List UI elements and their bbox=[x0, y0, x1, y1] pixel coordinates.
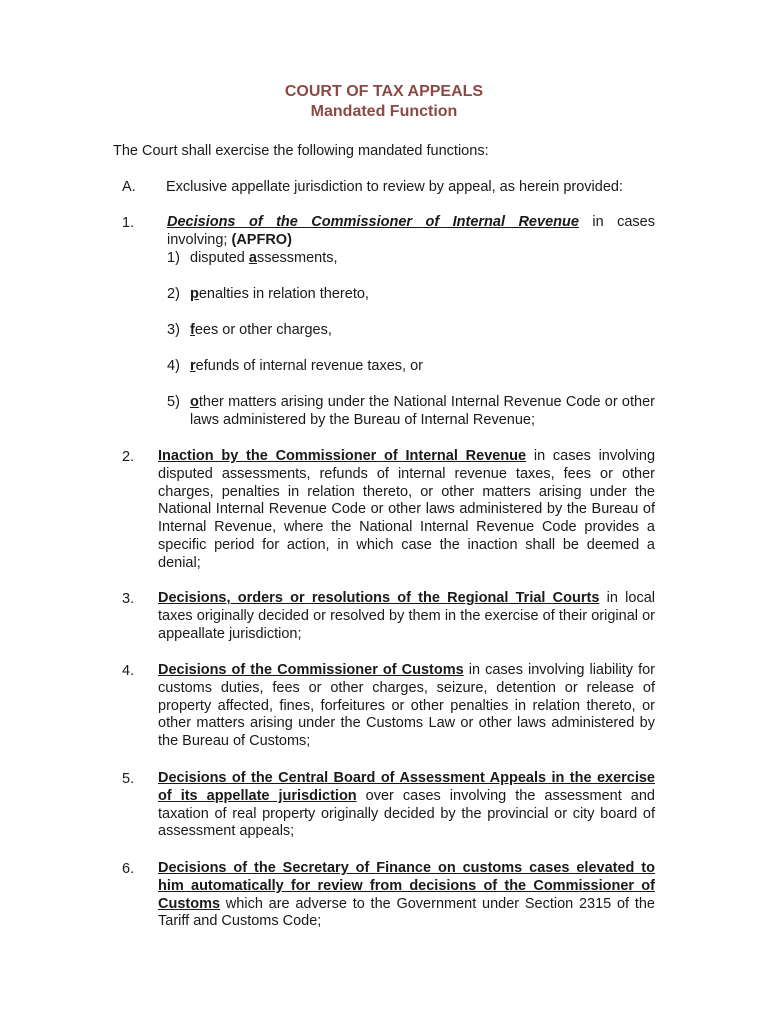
item-4-heading: Decisions of the Commissioner of Customs bbox=[158, 662, 464, 678]
sub-number: 3) bbox=[167, 322, 180, 338]
document-title: COURT OF TAX APPEALS bbox=[284, 83, 484, 100]
item-1-sub-1 bbox=[167, 250, 655, 268]
item-5-text: over cases involving the assessment and taxation of real property originally decided by the provincial or city board of assessment appeals; bbox=[158, 787, 655, 840]
item-2-paragraph bbox=[158, 448, 655, 573]
item-6-number: 6. bbox=[122, 861, 135, 877]
item-1-text-line2: involving; bbox=[167, 231, 232, 248]
sub-prefix: disputed bbox=[190, 250, 249, 266]
item-1-acronym: (APFRO) bbox=[231, 231, 292, 248]
item-2-text: in cases involving disputed assessments, refunds of internal revenue taxes, fees or other charges, penalties in relation thereto, or other matters arising under the National Internal Revenue Code or other laws administered by the Bureau of Internal Revenue, where the National Internal Revenue Code provides a specific period for action, in which case the inaction shall be deemed a denial; bbox=[158, 448, 656, 571]
item-1-sub-3 bbox=[167, 322, 655, 340]
sub-rest: efunds of internal revenue taxes, or bbox=[195, 358, 423, 374]
item-6-text: which are adverse to the Government under Section 2315 of the Tariff and Customs Code; bbox=[158, 895, 655, 930]
sub-rest: ees or other charges, bbox=[194, 322, 332, 338]
item-2-number: 2. bbox=[122, 449, 135, 465]
item-3-heading: Decisions, orders or resolutions of the Regional Trial Courts bbox=[158, 590, 600, 606]
item-4-paragraph bbox=[158, 662, 655, 751]
sub-rest: ther matters arising under the National Internal Revenue Code or other laws administered by the Bureau of Internal Revenue; bbox=[190, 394, 655, 428]
item-1-sub-2 bbox=[167, 286, 655, 304]
item-2-heading: Inaction by the Commissioner of Internal Revenue bbox=[158, 448, 527, 464]
item-1-sub-4 bbox=[167, 358, 655, 376]
sub-key-letter: f bbox=[190, 322, 195, 338]
item-1-text-line1: in cases bbox=[578, 214, 655, 230]
sub-rest: ssessments, bbox=[256, 250, 338, 266]
sub-number: 5) bbox=[167, 394, 180, 410]
item-5-heading: Decisions of the Central Board of Assessment Appeals in the exercise of its appellate jurisdiction bbox=[158, 770, 655, 804]
item-1-heading: Decisions of the Commissioner of Internal Revenue bbox=[167, 214, 579, 230]
item-5-paragraph bbox=[158, 770, 655, 841]
intro-paragraph: The Court shall exercise the following mandated functions: bbox=[113, 143, 489, 159]
sub-key-letter: r bbox=[190, 358, 196, 374]
item-1-sub-5 bbox=[167, 394, 655, 430]
sub-key-letter: a bbox=[248, 250, 257, 266]
document-header bbox=[0, 82, 768, 122]
document-subtitle: Mandated Function bbox=[310, 103, 458, 120]
sub-key-letter: p bbox=[190, 286, 199, 302]
item-3-text: in local taxes originally decided or resolved by them in the exercise of their original or appeallate jurisdiction; bbox=[158, 590, 655, 642]
item-5-number: 5. bbox=[122, 771, 135, 787]
section-a-text: Exclusive appellate jurisdiction to review by appeal, as herein provided: bbox=[166, 179, 624, 195]
sub-number: 1) bbox=[167, 250, 180, 266]
sub-key-letter: o bbox=[190, 394, 199, 410]
section-a-label: A. bbox=[122, 179, 136, 195]
item-4-text: in cases involving liability for customs duties, fees or other charges, seizure, detention or release of property affected, fines, forfeitures or other penalties in relation thereto, or other matters arising under the Customs Law or other laws administered by the Bureau of Customs; bbox=[158, 662, 655, 750]
item-3-number: 3. bbox=[122, 591, 135, 607]
sub-number: 4) bbox=[167, 358, 180, 374]
sub-number: 2) bbox=[167, 286, 180, 302]
section-a bbox=[122, 178, 623, 196]
item-6-paragraph bbox=[158, 860, 655, 931]
item-6-heading: Decisions of the Secretary of Finance on customs cases elevated to him automatically for review from decisions of the Commissioner of Customs bbox=[158, 860, 655, 912]
item-3-paragraph bbox=[158, 590, 655, 643]
item-1-text bbox=[167, 214, 655, 250]
item-4-number: 4. bbox=[122, 663, 135, 679]
sub-rest: enalties in relation thereto, bbox=[198, 286, 369, 302]
item-1-number: 1. bbox=[122, 215, 135, 231]
